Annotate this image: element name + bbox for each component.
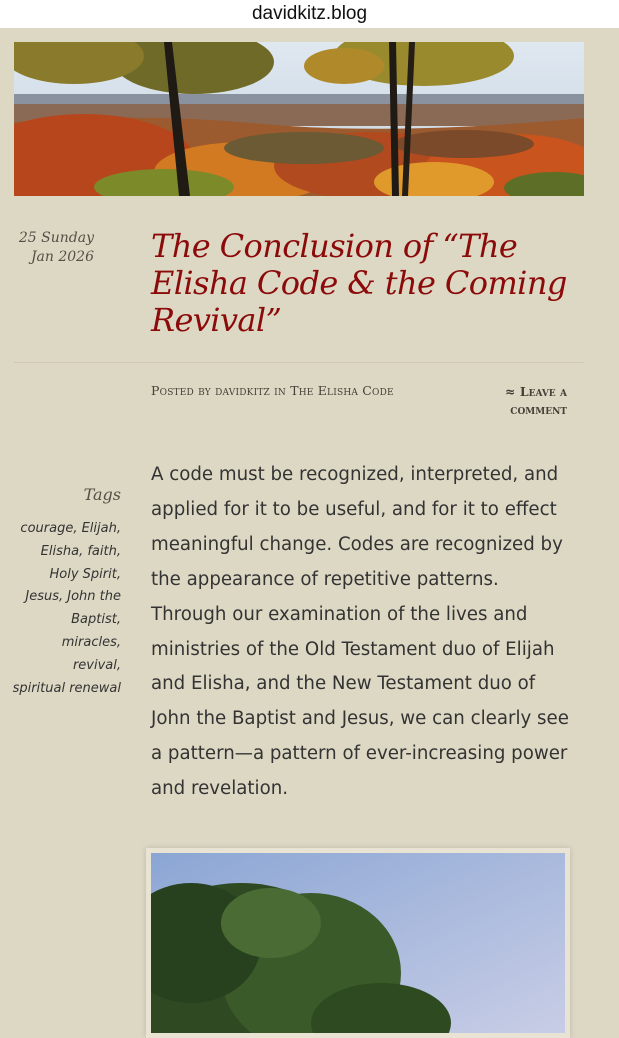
- leave-comment-link[interactable]: [505, 383, 567, 419]
- header-image: [14, 42, 584, 196]
- tag-link[interactable]: faith: [87, 543, 117, 559]
- tag-link[interactable]: courage: [20, 521, 74, 536]
- leave-comment-line2: comment: [510, 402, 567, 417]
- tag-link[interactable]: Holy Spirit: [49, 566, 117, 582]
- tags-heading: Tags: [83, 485, 121, 504]
- post-date-day: 25 Sunday: [18, 230, 94, 246]
- tag-link[interactable]: John the Baptist: [67, 589, 121, 628]
- address-bar[interactable]: [0, 0, 619, 28]
- tags-list: courage, Elijah, Elisha, faith, Holy Spirit, Jesus, John the Baptist, miracles, revival, spiritual renewal: [12, 521, 121, 696]
- post-image[interactable]: [146, 848, 570, 1038]
- in-label: in: [274, 383, 287, 398]
- leave-comment-line1: ≈ Leave a: [505, 384, 567, 399]
- tag-link[interactable]: Jesus: [25, 589, 59, 605]
- post-meta: [151, 383, 394, 398]
- tag-link[interactable]: miracles: [61, 634, 117, 650]
- post-date-month-year: Jan 2026: [30, 249, 94, 265]
- tag-link[interactable]: Elijah: [81, 521, 117, 536]
- posted-by-label: Posted by: [151, 383, 211, 398]
- category-link[interactable]: The Elisha Code: [290, 383, 394, 398]
- post-body: A code must be recognized, interpreted, and applied for it to be useful, and for it to effect meaningful change. Codes are recognized by the appearance of repetitive patterns. Through our examination of the lives and ministries of the Old Testament duo of Elijah and Elisha, and the New Testament duo of John the Baptist and Jesus, we can clearly see a pattern—a pattern of ever-increasing power and revelation.: [151, 464, 569, 800]
- tag-link[interactable]: revival: [72, 657, 117, 673]
- tag-link[interactable]: spiritual renewal: [12, 680, 121, 696]
- author-link[interactable]: davidkitz: [215, 383, 270, 398]
- tag-link[interactable]: Elisha: [40, 543, 80, 559]
- post-date[interactable]: [19, 229, 94, 267]
- divider: [14, 362, 584, 363]
- post-title: The Conclusion of “The Elisha Code & the Coming Revival”: [151, 227, 567, 339]
- url-text: davidkitz.blog: [251, 3, 368, 24]
